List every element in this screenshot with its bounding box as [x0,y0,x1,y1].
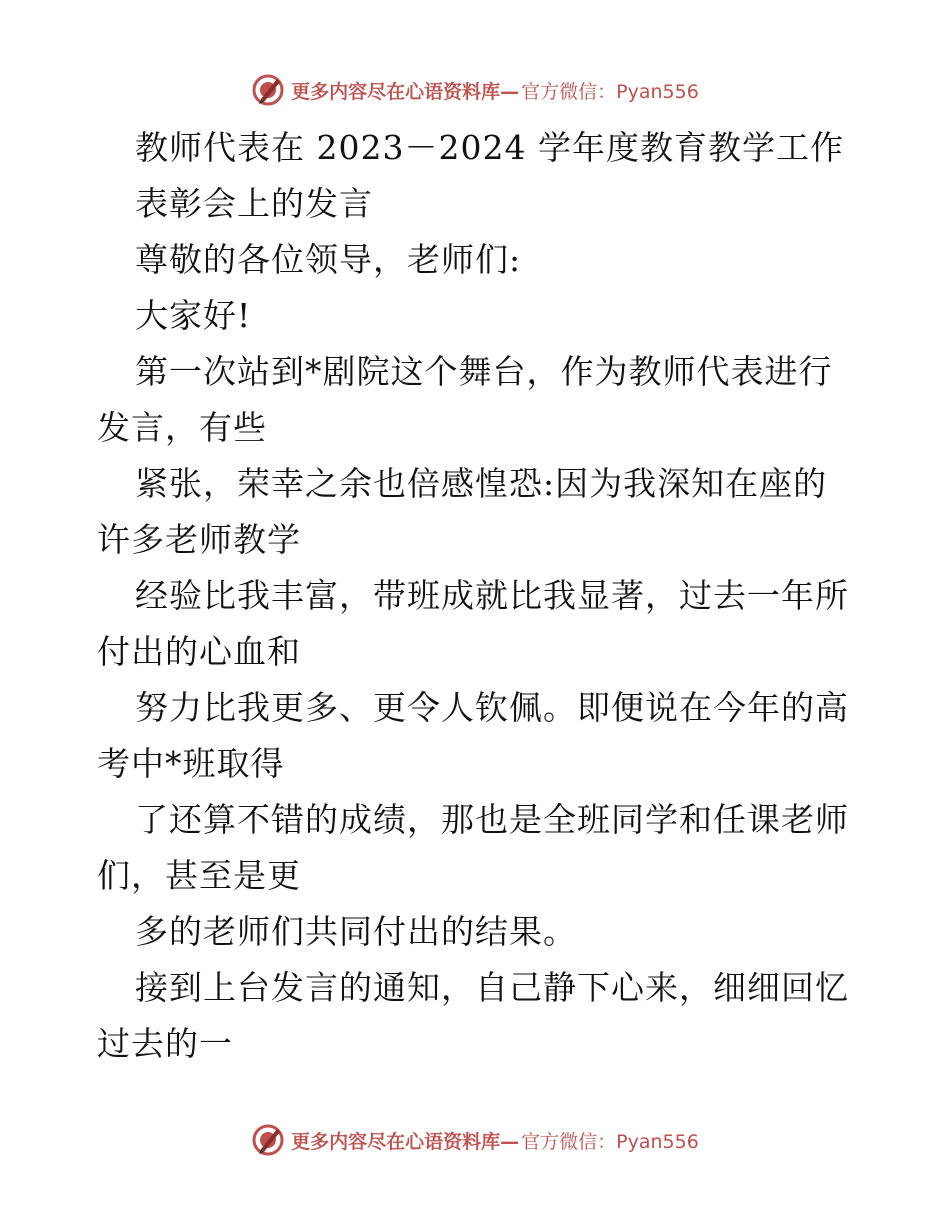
paragraph-line: 许多老师教学 [97,520,301,559]
paragraph-line: 表彰会上的发言 [135,184,373,223]
banner-wechat: 官方微信：Pyan556 [521,1130,699,1153]
paragraph-line: 尊敬的各位领导，老师们: [135,240,522,279]
paragraph-line: 了还算不错的成绩，那也是全班同学和任课老师 [135,800,849,839]
paragraph-line: 紧张，荣幸之余也倍感惶恐:因为我深知在座的 [135,464,828,503]
pen-logo-icon [251,1123,285,1157]
paragraph-line: 教师代表在 2023－2024 学年度教育教学工作 [135,128,844,167]
document-body [97,120,857,1072]
header-banner [0,70,950,110]
paragraph-line: 们，甚至是更 [97,856,301,895]
banner-wechat: 官方微信：Pyan556 [521,80,699,103]
paragraph-line: 过去的一 [97,1024,233,1063]
banner-text: 更多内容尽在心语资料库— [291,80,520,103]
paragraph-line: 接到上台发言的通知，自己静下心来，细细回忆 [135,968,849,1007]
paragraph-line: 付出的心血和 [97,632,301,671]
paragraph-line: 考中*班取得 [97,744,285,783]
paragraph-line: 经验比我丰富，带班成就比我显著，过去一年所 [135,576,849,615]
pen-logo-icon [251,73,285,107]
paragraph-line: 大家好! [135,296,252,335]
paragraph-line: 第一次站到*剧院这个舞台，作为教师代表进行 [135,352,833,391]
paragraph-line: 发言，有些 [97,408,267,447]
footer-banner [0,1120,950,1160]
paragraph-line: 努力比我更多、更令人钦佩。即便说在今年的高 [135,688,849,727]
banner-text: 更多内容尽在心语资料库— [291,1130,520,1153]
paragraph-line: 多的老师们共同付出的结果。 [135,912,577,951]
